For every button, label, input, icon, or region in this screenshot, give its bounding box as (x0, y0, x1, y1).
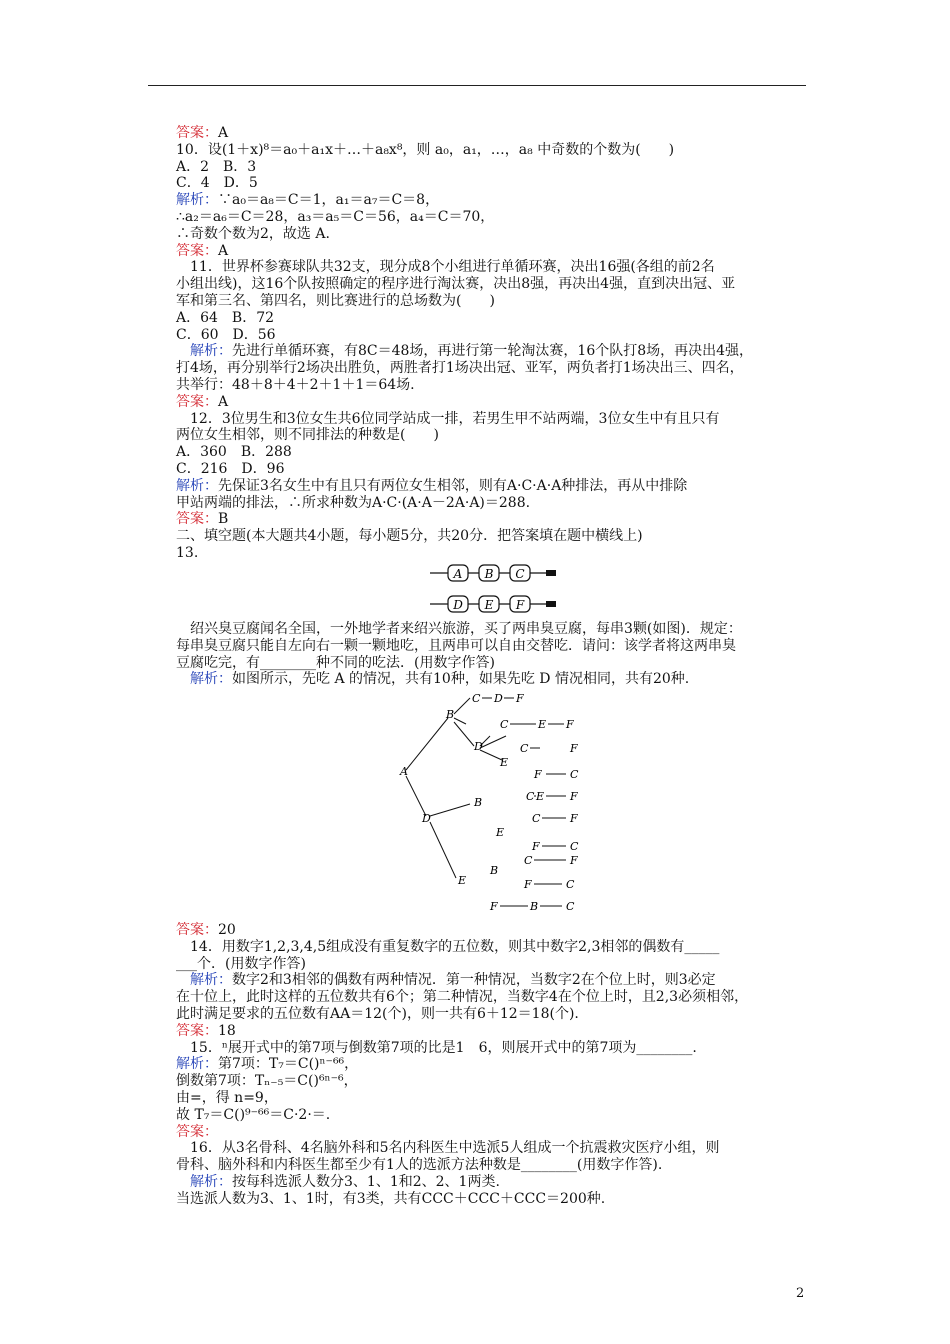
tree-node: C (570, 840, 579, 853)
text-line (176, 638, 736, 654)
text-line (176, 310, 274, 326)
line-text: 小组出线)，这16个队按照确定的程序进行淘汰赛，决出8强，再决出4强，直到决出冠、亚 (176, 276, 736, 293)
line-text: 两位女生相邻，则不同排法的种数是( ) (176, 427, 439, 444)
line-text: 故 T₇＝C()⁹⁻⁶⁶＝C·2·＝. (176, 1106, 331, 1123)
text-line (176, 956, 306, 972)
text-line (176, 1023, 236, 1039)
line-text: A (218, 393, 229, 410)
line-text: ∴奇数个数为2，故选 A. (176, 225, 330, 242)
skewer-bead-e: E (484, 598, 494, 612)
line-text: 12．3位男生和3位女生共6位同学站成一排，若男生甲不站两端，3位女生中有且只有 (176, 410, 720, 427)
text-line (176, 495, 530, 511)
tree-node: F (516, 692, 524, 705)
answer-label: 答案： (176, 125, 218, 141)
tree-node: D (422, 812, 431, 825)
line-text: 共举行：48＋8＋4＋2＋1＋1＝64场. (176, 377, 415, 393)
line-text: 由=，得 n=9， (176, 1090, 278, 1106)
text-line (176, 1073, 358, 1089)
text-line (176, 293, 495, 309)
line-text: 18 (218, 1022, 236, 1039)
tree-node: C (520, 742, 529, 755)
line-text: C．4 D．5 (176, 175, 258, 192)
text-line (176, 276, 735, 292)
text-line (176, 671, 689, 687)
text-line (176, 1056, 358, 1072)
text-line (176, 394, 228, 410)
text-line (176, 444, 292, 460)
tree-node: B (474, 796, 483, 809)
tree-node: B (490, 864, 499, 877)
answer-label: 答案： (176, 1022, 218, 1039)
line-text: B (218, 511, 229, 528)
tree-node: F (532, 840, 540, 853)
page-number: 2 (796, 1286, 805, 1301)
line-text: ∴a₂＝a₆＝C＝28，a₃＝a₅＝C＝56，a₄＝C＝70， (176, 209, 495, 225)
tree-node: C (532, 812, 541, 825)
line-text: 先保证3名女生中有且只有两位女生相邻，则有A·C·A·A种排法，再从中排除 (218, 477, 688, 494)
text-line (176, 159, 256, 175)
text-line (176, 1174, 500, 1190)
tree-node: F (570, 742, 578, 755)
line-text: 豆腐吃完，有________种不同的吃法．(用数字作答) (176, 654, 495, 671)
tree-node: C (570, 768, 579, 781)
text-line (176, 142, 674, 158)
line-text: ∵a₀＝a₈＝C＝1，a₁＝a₇＝C＝8， (218, 192, 440, 209)
text-line (176, 377, 415, 393)
skewer-bead-f: F (515, 598, 525, 612)
tree-node: C (524, 854, 533, 867)
line-text: 数字2和3相邻的偶数有两种情况．第一种情况，当数字2在个位上时，则3必定 (232, 972, 716, 989)
answer-label: 答案： (176, 1123, 218, 1140)
tree-node: F (570, 854, 578, 867)
text-line (176, 259, 715, 275)
text-line (176, 226, 330, 242)
text-line (176, 1140, 719, 1156)
text-line (176, 243, 228, 259)
text-line (176, 528, 643, 544)
analysis-label: 解析： (176, 1056, 218, 1073)
line-text: ___个．(用数字作答) (176, 955, 306, 972)
text-line (176, 1090, 278, 1106)
text-line (176, 545, 198, 561)
analysis-label: 解析： (176, 1174, 232, 1190)
line-text: 先进行单循环赛，有8C＝48场，再进行第一轮淘汰赛，16个队打8场，再决出4强， (232, 343, 754, 360)
tree-node: C (500, 718, 509, 731)
text-line (176, 327, 276, 343)
text-line (176, 343, 753, 359)
analysis-label: 解析： (176, 671, 232, 688)
analysis-label: 解析： (176, 477, 218, 494)
text-line (176, 175, 258, 191)
text-line (176, 427, 439, 443)
line-text: 按每科选派人数分3、1、1和2、2、1两类. (232, 1174, 500, 1190)
skewer-bead-a: A (453, 567, 463, 581)
tree-node: C (472, 692, 481, 705)
tree-node: D (474, 740, 483, 753)
line-text: 13. (176, 545, 199, 561)
line-text: 15．ⁿ展开式中的第7项与倒数第7项的比是1 6，则展开式中的第7项为________. (176, 1039, 697, 1056)
line-text: 如图所示，先吃 A 的情况，共有10种，如果先吃 D 情况相同，共有20种. (232, 671, 690, 688)
skewer-bead-b: B (484, 567, 494, 581)
tree-node: A (400, 765, 408, 778)
tree-node: B (446, 708, 455, 721)
text-line (176, 922, 236, 938)
tree-node: E (496, 826, 505, 839)
text-line (176, 655, 495, 671)
tree-node: F (524, 878, 532, 891)
line-text: 甲站两端的排法，∴所求种数为A·C·(A·A－2A·A)＝288. (176, 494, 531, 511)
line-text: A (218, 125, 229, 141)
line-text: 第7项：T₇＝C()ⁿ⁻⁶⁶， (218, 1056, 359, 1073)
tree-node: E (458, 874, 467, 887)
line-text: 打4场，再分别举行2场决出胜负，两胜者打1场决出冠、亚军，两负者打1场决出三、四名， (176, 360, 744, 377)
text-line (176, 1107, 330, 1123)
text-line (176, 461, 284, 477)
skewer-bead-d: D (453, 598, 463, 612)
tree-node: E (538, 718, 547, 731)
skewer-row-2 (430, 596, 556, 612)
text-line (176, 939, 719, 955)
analysis-label: 解析： (176, 343, 232, 360)
line-text: 10．设(1＋x)⁸＝a₀＋a₁x＋…＋a₈x⁸，则 a₀，a₁，…，a₈ 中奇数的个数为( ) (176, 141, 675, 158)
text-line (176, 1040, 697, 1056)
line-text: 每串臭豆腐只能自左向右一颗一颗地吃，且两串可以自由交替吃．请问：该学者将这两串臭 (176, 637, 736, 654)
text-line (176, 511, 228, 527)
line-text: A (218, 242, 229, 259)
line-text: A．64 B．72 (176, 309, 275, 326)
tree-node: E (500, 756, 509, 769)
text-line (176, 192, 439, 208)
line-text: 当选派人数为3、1、1时，有3类，共有CCC＋CCC＋CCC＝200种. (176, 1190, 606, 1207)
line-text: 绍兴臭豆腐闻名全国，一外地学者来绍兴旅游，买了两串臭豆腐，每串3颗(如图)．规定： (176, 621, 742, 637)
answer-label: 答案： (176, 922, 218, 938)
tree-node: F (534, 768, 542, 781)
line-text: 骨科、脑外科和内科医生都至少有1人的选派方法种数是________(用数字作答). (176, 1157, 663, 1174)
text-line (176, 972, 716, 988)
text-line (176, 478, 687, 494)
line-text: 11．世界杯参赛球队共32支，现分成8个小组进行单循环赛，决出16强(各组的前2名 (176, 259, 715, 276)
line-text: A．2 B．3 (176, 158, 257, 175)
line-text: 军和第三名、第四名，则比赛进行的总场数为( ) (176, 293, 495, 309)
tree-node: F (490, 900, 498, 913)
tree-node: C (526, 790, 535, 803)
text-line (176, 209, 494, 225)
line-text: 在十位上，此时这样的五位数共有6个；第二种情况，当数字4在个位上时，且2,3必须相邻， (176, 989, 749, 1006)
skewer-row-1 (430, 565, 556, 581)
tree-node: D (494, 692, 503, 705)
line-text: C．60 D．56 (176, 326, 276, 343)
text-line (176, 411, 719, 427)
header-rule (148, 85, 806, 86)
tree-node: E (536, 790, 545, 803)
tree-node: B (530, 900, 539, 913)
tree-labels (399, 692, 579, 913)
text-line (176, 1124, 218, 1140)
answer-label: 答案： (176, 393, 218, 410)
text-line (176, 989, 748, 1005)
answer-label: 答案： (176, 511, 218, 528)
tree-node: F (566, 718, 574, 731)
text-line (176, 621, 742, 637)
tree-node: F (570, 790, 578, 803)
line-text: C．216 D．96 (176, 461, 285, 477)
line-text: 16．从3名骨科、4名脑外科和5名内科医生中选派5人组成一个抗震救灾医疗小组，则 (176, 1140, 720, 1157)
tree-node: C (566, 878, 575, 891)
tree-node: C (566, 900, 575, 913)
line-text: 倒数第7项：Tₙ₋₅＝C()⁶ⁿ⁻⁶， (176, 1073, 358, 1090)
analysis-label: 解析： (176, 192, 218, 209)
line-text: 20 (218, 922, 236, 938)
analysis-label: 解析： (176, 972, 232, 989)
line-text: 二、填空题(本大题共4小题，每小题5分，共20分．把答案填在题中横线上) (176, 528, 643, 545)
tree-diagram (390, 688, 590, 916)
text-line (176, 125, 228, 141)
line-text: A．360 B．288 (176, 444, 292, 461)
skewer-bead-c: C (515, 567, 525, 581)
text-line (176, 1006, 579, 1022)
answer-label: 答案： (176, 242, 218, 259)
text-line (176, 360, 744, 376)
line-text: 此时满足要求的五位数有AA＝12(个)，则一共有6＋12＝18(个). (176, 1006, 579, 1022)
text-line (176, 1157, 662, 1173)
text-line (176, 1191, 605, 1207)
skewer-figure (428, 562, 558, 614)
line-text: 14．用数字1,2,3,4,5组成没有重复数字的五位数，则其中数字2,3相邻的偶数有_____ (176, 938, 720, 955)
tree-node: F (570, 812, 578, 825)
